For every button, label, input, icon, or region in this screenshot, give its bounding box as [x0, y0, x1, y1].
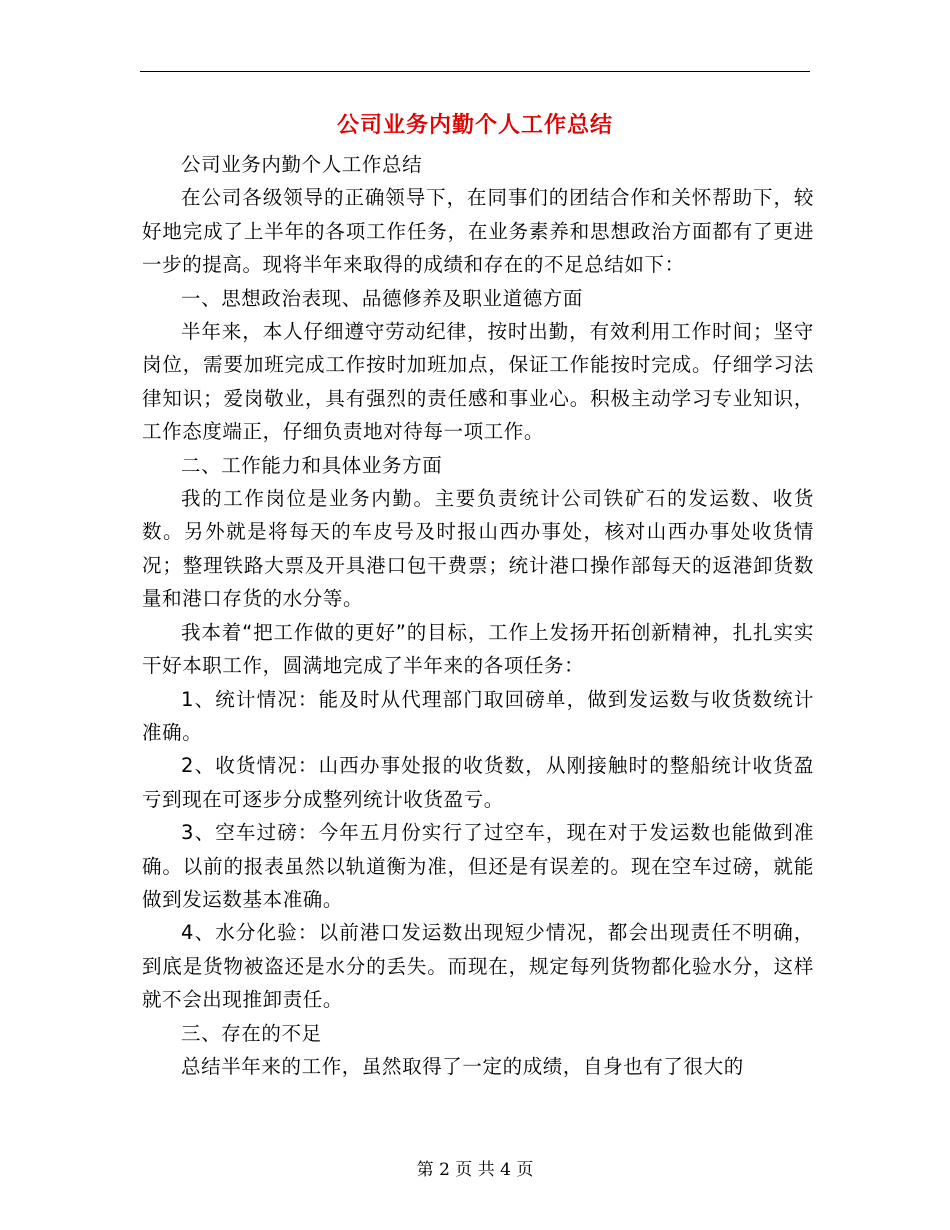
document-title: 公司业务内勤个人工作总结: [336, 112, 613, 138]
list-item-3: 3、空车过磅：今年五月份实行了过空车，现在对于发运数也能做到准确。以前的报表虽然以轨道衡为准，但还是有误差的。现在空车过磅，就能做到发运数基本准确。: [142, 821, 814, 911]
section-heading-1: 一、思想政治表现、品德修养及职业道德方面: [181, 286, 584, 310]
paragraph-section-1: 半年来，本人仔细遵守劳动纪律，按时出勤，有效利用工作时间；坚守岗位，需要加班完成工作按时加班加点，保证工作能按时完成。仔细学习法律知识；爱岗敬业，具有强烈的责任感和事业心。积极主动学习专业知识，工作态度端正，仔细负责地对待每一项工作。: [142, 320, 814, 444]
list-item-2: 2、收货情况：山西办事处报的收货数，从刚接触时的整船统计收货盈亏到现在可逐步分成整列统计收货盈亏。: [142, 754, 814, 811]
list-item-4: 4、水分化验：以前港口发运数出现短少情况，都会出现责任不明确，到底是货物被盗还是水分的丢失。而现在，规定每列货物都化验水分，这样就不会出现推卸责任。: [142, 921, 814, 1012]
paragraph-goal: 我本着“把工作做的更好”的目标，工作上发扬开拓创新精神，扎扎实实干好本职工作，圆满地完成了半年来的各项任务：: [142, 620, 814, 678]
header-rule: [140, 71, 810, 72]
paragraph-duties: 我的工作岗位是业务内勤。主要负责统计公司铁矿石的发运数、收货数。另外就是将每天的车皮号及时报山西办事处，核对山西办事处收货情况；整理铁路大票及开具港口包干费票；统计港口操作部每天的返港卸货数量和港口存货的水分等。: [142, 487, 814, 611]
page-footer: 第 2 页 共 4 页: [416, 1160, 534, 1180]
list-item-1: 1、统计情况：能及时从代理部门取回磅单，做到发运数与收货数统计准确。: [142, 687, 814, 744]
document-body: [142, 148, 814, 1083]
paragraph-shortcomings: 总结半年来的工作，虽然取得了一定的成绩，自身也有了很大的: [181, 1054, 744, 1078]
paragraph-subtitle: 公司业务内勤个人工作总结: [181, 153, 423, 176]
section-heading-3: 三、存在的不足: [181, 1021, 322, 1045]
section-heading-2: 二、工作能力和具体业务方面: [181, 453, 443, 477]
paragraph-intro: 在公司各级领导的正确领导下，在同事们的团结合作和关怀帮助下，较好地完成了上半年的各项工作任务，在业务素养和思想政治方面都有了更进一步的提高。现将半年来取得的成绩和存在的不足总结如下：: [142, 186, 814, 277]
